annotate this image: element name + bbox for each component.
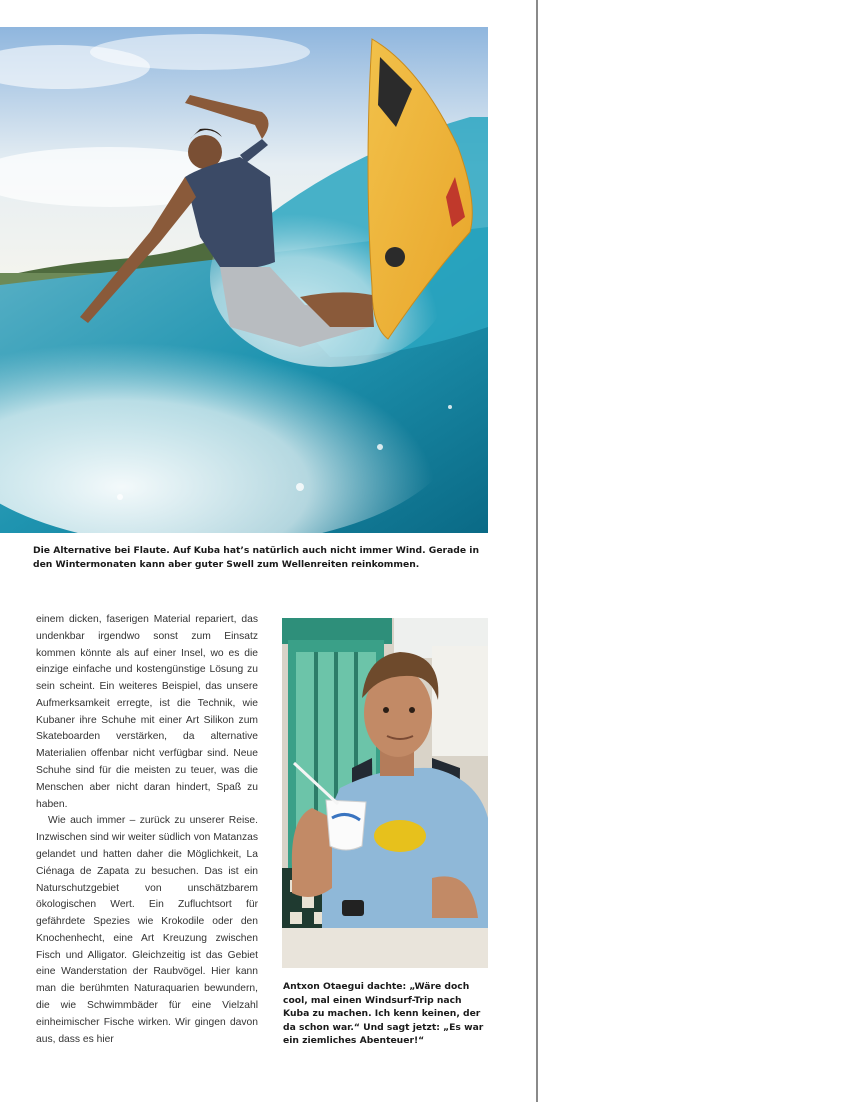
surfing-photo <box>0 27 488 533</box>
body-paragraph: einem dicken, faserigen Material repariert, das undenkbar irgendwo sonst zum Einsatz kommen könnte als auf einer Insel, wo es die einzige einfache und kostengünstige Lösung zu sein scheint. Ein weiteres Beispiel, das unsere Aufmerksamkeit erregte, ist die Technik, wie Kubaner ihre Schuhe mit einer Art Silikon zum Skateboarden verstärken, da alternative Materialien offenbar nicht verfügbar sind. Neue Schuhe sind für die meisten zu teuer, was die Menschen aber nicht daran hindert, Spaß zu haben. <box>36 614 258 810</box>
page-gutter-line <box>536 0 538 1102</box>
portrait-photo-caption: Antxon Otaegui dachte: „Wäre doch cool, mal einen Windsurf-Trip nach Kuba zu machen. Ich kenn keinen, der da schon war.“ Und sagt jetzt: „Es war ein ziemliches Abenteuer!“ <box>283 981 484 1047</box>
article-body <box>36 612 258 1048</box>
top-photo-caption: Die Alternative bei Flaute. Auf Kuba hat’s natürlich auch nicht immer Wind. Gerade in den Wintermonaten kann aber guter Swell zum Wellenreiten reinkommen. <box>33 545 479 570</box>
body-paragraph: Wie auch immer – zurück zu unserer Reise. Inzwischen sind wir weiter südlich von Matanzas gelandet und hatten daher die Möglichkeit, La Ciénaga de Zapata zu besuchen. Das ist ein Naturschutzgebiet von unschätzbarem ökologischen Wert. Ein Zufluchtsort für gefährdete Spezies wie Krokodile oder den Knochenhecht, eine Art Kreuzung zwischen Fisch und Alligator. Gleichzeitig ist das Gebiet eine Wanderstation der Raubvögel. Hier kann man die berühmten Naturaquarien bewundern, die wie Schwimmbäder für eine Vielzahl einheimischer Fische wirken. Wir gingen davon aus, dass es hier <box>36 815 258 1045</box>
portrait-photo <box>282 618 488 968</box>
